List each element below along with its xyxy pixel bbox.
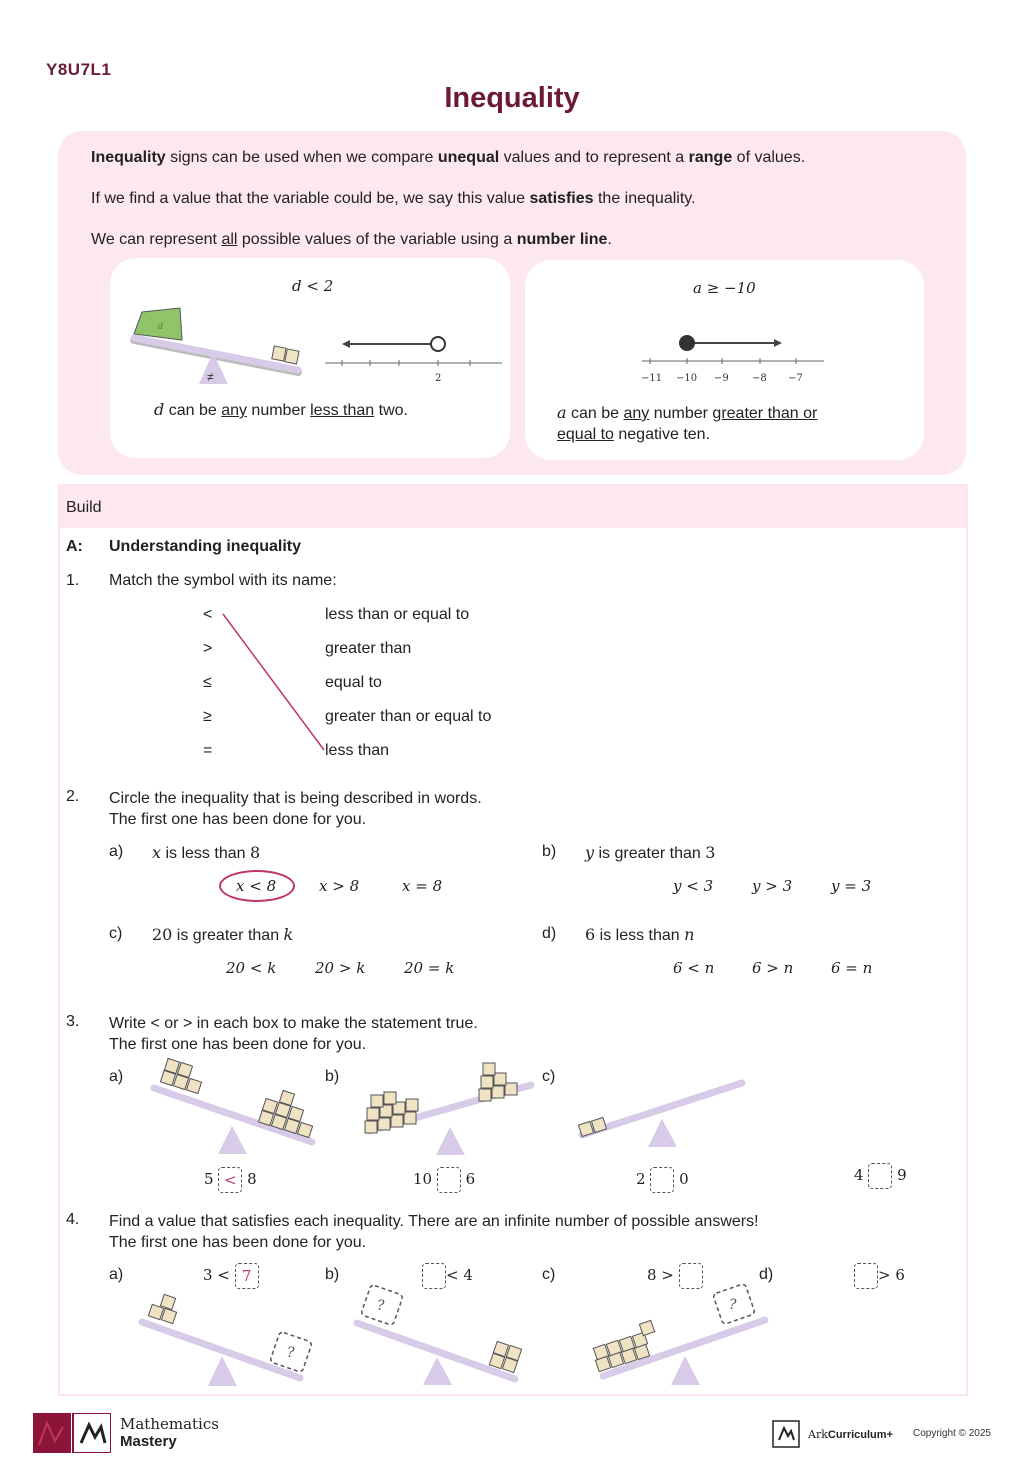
intro-line-2: If we find a value that the variable could be, we say this value satisfies the inequality. — [91, 190, 696, 207]
q2c-option-3[interactable]: 20 = k — [404, 959, 455, 977]
svg-text:−7: −7 — [788, 373, 803, 384]
q3c-answer-box[interactable] — [650, 1167, 674, 1193]
card1-expression: d < 2 — [292, 277, 334, 295]
q3c-statement: 2 0 — [636, 1167, 689, 1193]
name-greater: greater than — [325, 640, 412, 657]
name-less-equal: less than or equal to — [325, 606, 470, 623]
q2d-label: d) — [542, 925, 557, 942]
q2b-option-1[interactable]: y < 3 — [673, 877, 714, 895]
q3c-label: c) — [542, 1068, 556, 1085]
q2d-statement: 6 is less than n — [585, 925, 695, 944]
q2a-option-1[interactable]: x < 8 — [236, 877, 277, 895]
q4b-label: b) — [325, 1266, 340, 1283]
q2b-option-2[interactable]: y > 3 — [752, 877, 793, 895]
q2c-option-1[interactable]: 20 < k — [226, 959, 277, 977]
card1-diagram — [120, 300, 510, 395]
svg-text:?: ? — [729, 1297, 737, 1313]
q2d-option-2[interactable]: 6 > n — [752, 959, 794, 977]
q2d-option-3[interactable]: 6 = n — [831, 959, 873, 977]
q3-prompt: Write < or > in each box to make the statement true. The first one has been done for you. — [109, 1015, 478, 1053]
q1-number: 1. — [66, 572, 80, 589]
q3d-statement: 4 9 — [854, 1163, 907, 1189]
intro-line-1: Inequality signs can be used when we compare unequal values and to represent a range of values. — [91, 149, 806, 166]
q1-prompt: Match the symbol with its name: — [109, 572, 337, 589]
q4d-label: d) — [759, 1266, 774, 1283]
q2c-label: c) — [109, 925, 123, 942]
ark-logo-icon — [772, 1420, 800, 1448]
build-header — [60, 486, 966, 528]
q4c-statement: 8 > — [647, 1263, 703, 1289]
q2a-option-3[interactable]: x = 8 — [402, 877, 443, 895]
q2d-option-1[interactable]: 6 < n — [673, 959, 715, 977]
q3c-seesaw — [570, 1075, 760, 1155]
symbol-equal: = — [203, 742, 213, 759]
q4-prompt: Find a value that satisfies each inequality. There are an infinite number of possible answers! The first one has been done for you. — [109, 1213, 759, 1251]
q4d-statement: > 6 — [854, 1263, 905, 1289]
name-equal: equal to — [325, 674, 382, 691]
card2-caption: a can be any number greater than or equal to negative ten. — [557, 403, 818, 443]
q3a-seesaw — [140, 1050, 330, 1160]
symbol-greater: > — [203, 640, 213, 657]
q3-number: 3. — [66, 1013, 80, 1030]
name-less: less than — [325, 742, 390, 759]
variable-block-label: d — [158, 322, 164, 331]
q3d-answer-box[interactable] — [868, 1163, 892, 1189]
q3b-statement: 10 6 — [413, 1167, 475, 1193]
name-greater-equal: greater than or equal to — [325, 708, 492, 725]
q2-number: 2. — [66, 788, 80, 805]
svg-text:?: ? — [287, 1345, 295, 1361]
q2c-option-2[interactable]: 20 > k — [315, 959, 366, 977]
card2-expression: a ≥ −10 — [693, 279, 756, 297]
q4c-label: c) — [542, 1266, 556, 1283]
q3a-answer-box[interactable]: < — [218, 1167, 242, 1193]
q4a-answer-box[interactable]: 7 — [235, 1263, 259, 1289]
symbol-less-equal: ≤ — [203, 674, 212, 691]
mathematics-mastery-logo — [33, 1413, 111, 1453]
q4-number: 4. — [66, 1211, 80, 1228]
q2-prompt: Circle the inequality that is being described in words. The first one has been done for you. — [109, 790, 482, 828]
q2b-option-3[interactable]: y = 3 — [831, 877, 872, 895]
svg-text:−8: −8 — [752, 373, 767, 384]
q2a-option-2[interactable]: x > 8 — [319, 877, 360, 895]
svg-text:−9: −9 — [714, 373, 729, 384]
build-label: Build — [66, 499, 102, 516]
lesson-code: Y8U7L1 — [46, 60, 112, 79]
q2c-statement: 20 is greater than k — [152, 925, 294, 944]
closed-circle — [679, 335, 695, 351]
svg-text:−11: −11 — [641, 373, 663, 384]
brand-line-2: Mastery — [120, 1433, 177, 1450]
svg-text:−10: −10 — [676, 373, 698, 384]
q4b-statement: < 4 — [422, 1263, 473, 1289]
page-title: Inequality — [444, 82, 580, 114]
q4a-seesaw — [130, 1290, 320, 1390]
symbol-less: < — [203, 606, 213, 623]
q4a-label: a) — [109, 1266, 124, 1283]
q3b-label: b) — [325, 1068, 340, 1085]
card2-number-line — [630, 325, 830, 385]
q4b-seesaw — [345, 1285, 535, 1390]
q2b-statement: y is greater than 3 — [585, 843, 716, 862]
copyright: Copyright © 2025 — [913, 1428, 991, 1439]
q3b-answer-box[interactable] — [437, 1167, 461, 1193]
match-line — [218, 610, 328, 755]
q4a-statement: 3 < 7 — [203, 1263, 259, 1289]
q3a-statement: 5 < 8 — [204, 1167, 257, 1193]
open-circle — [431, 337, 445, 351]
q2a-label: a) — [109, 843, 124, 860]
q2b-label: b) — [542, 843, 557, 860]
section-title: Understanding inequality — [109, 538, 302, 555]
q2a-statement: x is less than 8 — [152, 843, 261, 862]
q4c-seesaw — [585, 1280, 775, 1390]
section-letter: A: — [66, 538, 83, 555]
svg-text:2: 2 — [435, 373, 442, 384]
q3b-seesaw — [355, 1045, 545, 1160]
intro-line-3: We can represent all possible values of the variable using a number line. — [91, 231, 612, 248]
ark-curriculum-brand: ArkCurriculum+ — [808, 1428, 893, 1441]
brand-line-1: Mathematics — [120, 1415, 219, 1433]
q4d-answer-box[interactable] — [854, 1263, 878, 1289]
svg-text:?: ? — [377, 1298, 385, 1314]
card1-caption: d can be any number less than two. — [154, 400, 408, 419]
symbol-greater-equal: ≥ — [203, 708, 212, 725]
q3a-label: a) — [109, 1068, 124, 1085]
not-equal-symbol: ≠ — [207, 370, 214, 384]
